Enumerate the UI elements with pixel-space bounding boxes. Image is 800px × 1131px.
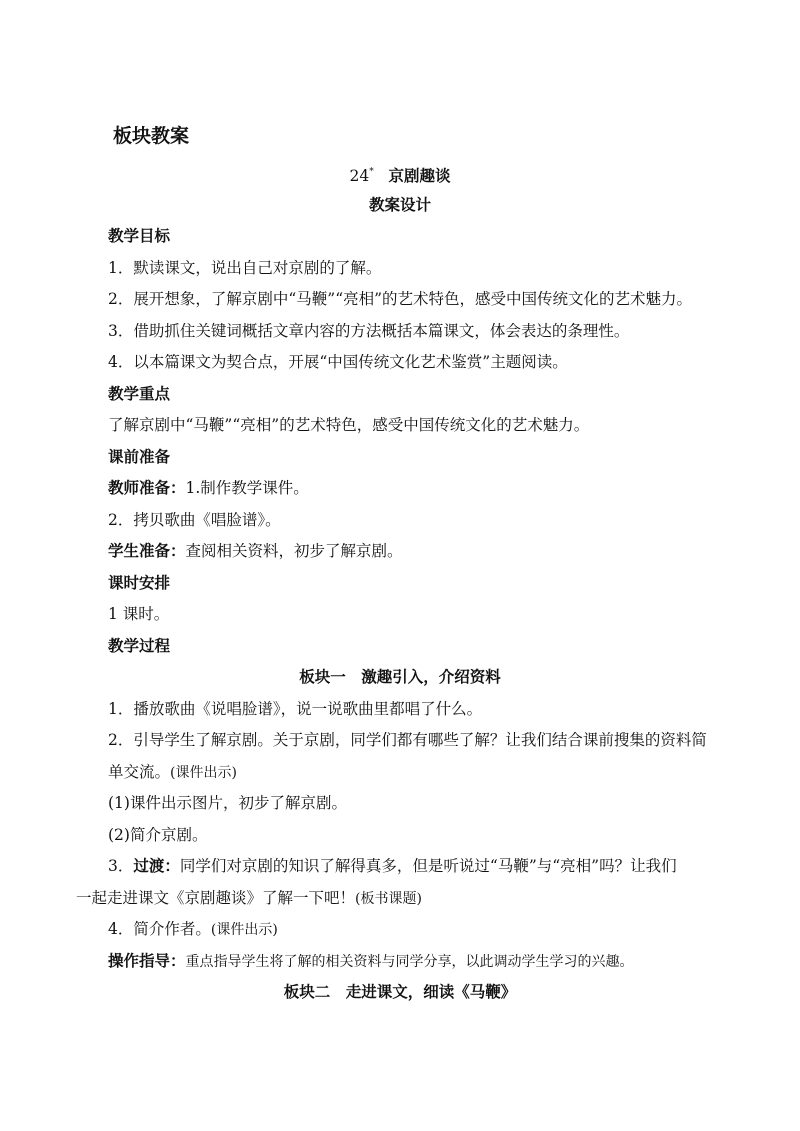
guide-label: 操作指导： bbox=[108, 952, 186, 970]
substep-1: (1)课件出示图片，初步了解京剧。 bbox=[108, 794, 347, 812]
block2-title: 板块二 走进课文，细读《马鞭》 bbox=[283, 983, 517, 1001]
step2-line1: 2．引导学生了解京剧。关于京剧，同学们都有哪些了解？让我们结合课前搜集的资料简 bbox=[108, 731, 707, 749]
section-title: 板块教案 bbox=[113, 125, 190, 147]
lesson-title bbox=[0, 162, 800, 186]
goal-item: 4．以本篇课文为契合点，开展“中国传统文化艺术鉴赏”主题阅读。 bbox=[108, 353, 568, 371]
step2-text: 单交流。 bbox=[108, 763, 171, 781]
step3-prefix: 3． bbox=[108, 857, 134, 875]
step3-text-2: 一起走进课文《京剧趣谈》了解一下吧！ bbox=[76, 889, 356, 907]
teacher-preparation bbox=[108, 478, 309, 498]
key-points-text: 了解京剧中“马鞭”“亮相”的艺术特色，感受中国传统文化的艺术魅力。 bbox=[108, 416, 590, 434]
guide-text: 重点指导学生将了解的相关资料与同学分享，以此调动学生学习的兴趣。 bbox=[185, 954, 634, 970]
process-heading: 教学过程 bbox=[108, 637, 171, 655]
step3-text: 同学们对京剧的知识了解得真多，但是听说过“马鞭”与“亮相”吗？让我们 bbox=[179, 857, 677, 875]
substep-2: (2)简介京剧。 bbox=[108, 826, 208, 844]
goal-item: 3．借助抓住关键词概括文章内容的方法概括本篇课文，体会表达的条理性。 bbox=[108, 322, 630, 340]
teacher-label: 教师准备： bbox=[108, 479, 186, 497]
step3-line1 bbox=[108, 856, 677, 876]
student-text: 查阅相关资料，初步了解京剧。 bbox=[185, 542, 403, 560]
step3-label: 过渡： bbox=[133, 857, 180, 875]
teacher-text: 1.制作教学课件。 bbox=[185, 479, 309, 497]
step2-line2 bbox=[108, 762, 237, 783]
step3-line2 bbox=[76, 888, 422, 909]
design-title: 教案设计 bbox=[368, 196, 431, 214]
operation-guide bbox=[108, 951, 634, 972]
goal-item: 1．默读课文，说出自己对京剧的了解。 bbox=[108, 259, 382, 277]
step4 bbox=[108, 919, 278, 940]
key-points-heading: 教学重点 bbox=[108, 385, 171, 403]
lesson-mark: * bbox=[369, 167, 374, 177]
step4-text: 4．简介作者。 bbox=[108, 920, 211, 938]
block1-title: 板块一 激趣引入，介绍资料 bbox=[299, 668, 501, 686]
goal-item: 2．展开想象，了解京剧中“马鞭”“亮相”的艺术特色，感受中国传统文化的艺术魅力。 bbox=[108, 290, 693, 308]
schedule-heading: 课时安排 bbox=[108, 574, 171, 592]
step3-note: (板书课题) bbox=[355, 891, 422, 907]
goals-heading: 教学目标 bbox=[108, 227, 171, 245]
step4-note: (课件出示) bbox=[210, 922, 278, 938]
student-label: 学生准备： bbox=[108, 542, 186, 560]
lesson-name: 京剧趣谈 bbox=[388, 167, 451, 185]
teacher-preparation-2: 2．拷贝歌曲《唱脸谱》。 bbox=[108, 511, 281, 529]
lesson-number: 24 bbox=[349, 167, 370, 185]
preparation-heading: 课前准备 bbox=[108, 448, 171, 466]
student-preparation bbox=[108, 541, 403, 561]
step2-note: (课件出示) bbox=[170, 765, 237, 781]
step1: 1．播放歌曲《说唱脸谱》，说一说歌曲里都唱了什么。 bbox=[108, 700, 483, 718]
schedule-text: 1 课时。 bbox=[108, 605, 170, 623]
